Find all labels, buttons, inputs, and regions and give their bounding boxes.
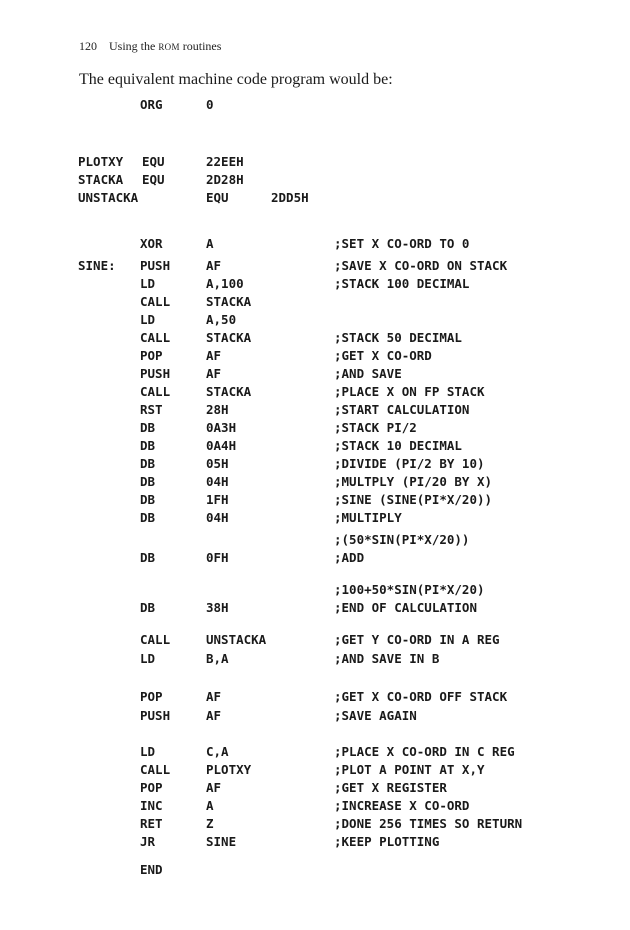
- opcode: CALL: [140, 762, 171, 777]
- comment: ;SAVE AGAIN: [334, 708, 417, 723]
- org-line: [0, 97, 630, 115]
- operand: UNSTACKA: [206, 632, 267, 647]
- opcode: EQU: [142, 172, 165, 187]
- code-line: [0, 744, 630, 762]
- operand: AF: [206, 689, 222, 704]
- operand: 2D28H: [206, 172, 244, 187]
- opcode: PUSH: [140, 708, 171, 723]
- opcode: POP: [140, 780, 163, 795]
- label: STACKA: [78, 172, 124, 187]
- opcode: JR: [140, 834, 156, 849]
- opcode: RST: [140, 402, 163, 417]
- section-title-part1: Using the: [109, 39, 159, 53]
- operand: AF: [206, 366, 222, 381]
- label: SINE:: [78, 258, 116, 273]
- operand: STACKA: [206, 330, 252, 345]
- operand: B,A: [206, 651, 229, 666]
- code-line: [0, 600, 630, 618]
- comment: ;PLACE X CO-ORD IN C REG: [334, 744, 515, 759]
- opcode: INC: [140, 798, 163, 813]
- operand: 0A3H: [206, 420, 237, 435]
- operand: 0FH: [206, 550, 229, 565]
- opcode: CALL: [140, 632, 171, 647]
- opcode: LD: [140, 651, 156, 666]
- code-line: [0, 492, 630, 510]
- code-line: [0, 689, 630, 707]
- comment: ;DIVIDE (PI/2 BY 10): [334, 456, 485, 471]
- code-line: [0, 762, 630, 780]
- comment: ;DONE 256 TIMES SO RETURN: [334, 816, 523, 831]
- operand: PLOTXY: [206, 762, 252, 777]
- operand: AF: [206, 780, 222, 795]
- opcode: CALL: [140, 294, 171, 309]
- code-line: [0, 420, 630, 438]
- section-title-rom: ROM: [158, 42, 180, 52]
- operand: A: [206, 236, 214, 251]
- opcode: PUSH: [140, 258, 171, 273]
- code-line: [0, 510, 630, 528]
- opcode: RET: [140, 816, 163, 831]
- comment: ;GET X REGISTER: [334, 780, 447, 795]
- opcode: CALL: [140, 384, 171, 399]
- code-line: [0, 816, 630, 834]
- code-line: [0, 348, 630, 366]
- code-line: [0, 582, 630, 600]
- operand: SINE: [206, 834, 237, 849]
- comment: ;GET Y CO-ORD IN A REG: [334, 632, 500, 647]
- comment: ;100+50*SIN(PI*X/20): [334, 582, 485, 597]
- operand: Z: [206, 816, 214, 831]
- code-line: [0, 236, 630, 254]
- operand: AF: [206, 348, 222, 363]
- comment: ;STACK 50 DECIMAL: [334, 330, 462, 345]
- operand: STACKA: [206, 384, 252, 399]
- operand: 04H: [206, 510, 229, 525]
- section-title-part2: routines: [179, 39, 222, 53]
- comment: ;AND SAVE: [334, 366, 402, 381]
- code-line: [0, 834, 630, 852]
- opcode: DB: [140, 550, 156, 565]
- comment: ;KEEP PLOTTING: [334, 834, 440, 849]
- operand: 0A4H: [206, 438, 237, 453]
- comment: ;STACK 10 DECIMAL: [334, 438, 462, 453]
- operand: AF: [206, 258, 222, 273]
- comment: ;SINE (SINE(PI*X/20)): [334, 492, 493, 507]
- comment: ;SAVE X CO-ORD ON STACK: [334, 258, 508, 273]
- operand: AF: [206, 708, 222, 723]
- comment: ;(50*SIN(PI*X/20)): [334, 532, 470, 547]
- comment: ;MULTPLY (PI/20 BY X): [334, 474, 493, 489]
- opcode: DB: [140, 438, 156, 453]
- opcode: POP: [140, 348, 163, 363]
- operand: 0: [206, 97, 214, 112]
- operand: A: [206, 798, 214, 813]
- end-line: [0, 862, 630, 880]
- comment: ;ADD: [334, 550, 365, 565]
- comment: ;GET X CO-ORD: [334, 348, 432, 363]
- opcode: EQU: [206, 190, 229, 205]
- opcode: DB: [140, 600, 156, 615]
- comment: ;STACK 100 DECIMAL: [334, 276, 470, 291]
- page-number: 120: [79, 39, 97, 53]
- comment: ;MULTIPLY: [334, 510, 402, 525]
- code-line: [0, 366, 630, 384]
- code-line: [0, 651, 630, 669]
- code-line: [0, 258, 630, 276]
- label: PLOTXY: [78, 154, 124, 169]
- opcode: DB: [140, 510, 156, 525]
- code-line: [0, 456, 630, 474]
- code-line: [0, 438, 630, 456]
- comment: ;AND SAVE IN B: [334, 651, 440, 666]
- opcode: END: [140, 862, 163, 877]
- operand: STACKA: [206, 294, 252, 309]
- comment: ;SET X CO-ORD TO 0: [334, 236, 470, 251]
- comment: ;PLOT A POINT AT X,Y: [334, 762, 485, 777]
- code-line: [0, 532, 630, 550]
- operand: A,50: [206, 312, 237, 327]
- intro-paragraph: The equivalent machine code program would be:: [79, 71, 393, 88]
- code-line: [0, 312, 630, 330]
- operand: 1FH: [206, 492, 229, 507]
- code-line: [0, 632, 630, 650]
- operand: 2DD5H: [271, 190, 309, 205]
- opcode: XOR: [140, 236, 163, 251]
- code-line: [0, 550, 630, 568]
- code-line: [0, 294, 630, 312]
- opcode: CALL: [140, 330, 171, 345]
- opcode: EQU: [142, 154, 165, 169]
- label: UNSTACKA: [78, 190, 139, 205]
- code-line: [0, 798, 630, 816]
- code-line: [0, 402, 630, 420]
- opcode: DB: [140, 474, 156, 489]
- operand: C,A: [206, 744, 229, 759]
- opcode: DB: [140, 492, 156, 507]
- comment: ;START CALCULATION: [334, 402, 470, 417]
- opcode: LD: [140, 744, 156, 759]
- code-line: [0, 708, 630, 726]
- opcode: DB: [140, 456, 156, 471]
- operand: 05H: [206, 456, 229, 471]
- comment: ;INCREASE X CO-ORD: [334, 798, 470, 813]
- comment: ;GET X CO-ORD OFF STACK: [334, 689, 508, 704]
- code-line: [0, 474, 630, 492]
- opcode: LD: [140, 276, 156, 291]
- equate-line: [0, 172, 630, 190]
- comment: ;END OF CALCULATION: [334, 600, 477, 615]
- equate-line: [0, 154, 630, 172]
- code-line: [0, 330, 630, 348]
- code-line: [0, 384, 630, 402]
- opcode: ORG: [140, 97, 163, 112]
- operand: A,100: [206, 276, 244, 291]
- comment: ;STACK PI/2: [334, 420, 417, 435]
- opcode: LD: [140, 312, 156, 327]
- opcode: DB: [140, 420, 156, 435]
- operand: 22EEH: [206, 154, 244, 169]
- code-line: [0, 276, 630, 294]
- operand: 38H: [206, 600, 229, 615]
- opcode: PUSH: [140, 366, 171, 381]
- comment: ;PLACE X ON FP STACK: [334, 384, 485, 399]
- opcode: POP: [140, 689, 163, 704]
- operand: 04H: [206, 474, 229, 489]
- equate-line: [0, 190, 630, 208]
- operand: 28H: [206, 402, 229, 417]
- code-line: [0, 780, 630, 798]
